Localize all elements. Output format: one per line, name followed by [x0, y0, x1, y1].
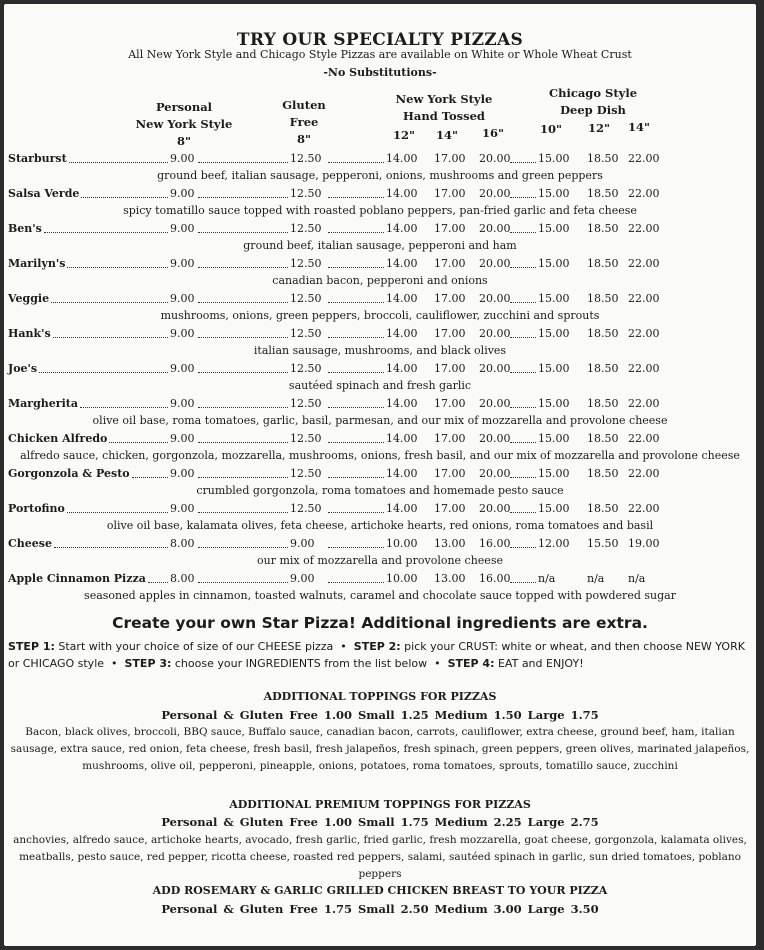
- no-substitutions-note: -No Substitutions-: [323, 66, 437, 79]
- pizza-name: Gorgonzola & Pesto: [8, 467, 130, 480]
- step2-label: STEP 2:: [353, 640, 401, 653]
- pizza-row: [4, 432, 756, 448]
- price-ny-12: 14.00: [386, 467, 418, 480]
- pizza-name: Marilyn's: [8, 257, 66, 270]
- crust-note: All New York Style and Chicago Style Pizzas are available on White or Whole Wheat Crust: [128, 48, 632, 61]
- price-chicago-10: 15.00: [538, 292, 570, 305]
- col-ny-line1: New York Style: [395, 92, 493, 106]
- price-chicago-10: 15.00: [538, 152, 570, 165]
- price-chicago-12: 18.50: [587, 152, 619, 165]
- price-ny-14: 13.00: [434, 537, 466, 550]
- price-ny-12: 14.00: [386, 502, 418, 515]
- price-chicago-12: 18.50: [587, 432, 619, 445]
- pizza-description: sautéed spinach and fresh garlic: [288, 379, 472, 392]
- dot-leader: [81, 197, 168, 198]
- price-ny-16: 16.00: [479, 537, 511, 550]
- price-personal: 9.00: [170, 152, 195, 165]
- dot-leader: [198, 232, 288, 233]
- price-chicago-14: 22.00: [628, 467, 660, 480]
- price-personal: 9.00: [170, 467, 195, 480]
- price-ny-12: 14.00: [386, 152, 418, 165]
- price-chicago-12: 18.50: [587, 397, 619, 410]
- price-ny-16: 20.00: [479, 257, 511, 270]
- price-chicago-10: 12.00: [538, 537, 570, 550]
- price-personal: 9.00: [170, 187, 195, 200]
- step2-text: pick your CRUST: white or wheat, and then choose NEW YORK or CHICAGO style: [8, 640, 745, 670]
- pizza-name: Margherita: [8, 397, 78, 410]
- dot-leader: [198, 407, 288, 408]
- price-gluten-free: 9.00: [290, 572, 315, 585]
- pizza-row: [4, 152, 756, 168]
- price-chicago-10: 15.00: [538, 362, 570, 375]
- price-chicago-10: 15.00: [538, 187, 570, 200]
- pizza-name: Portofino: [8, 502, 65, 515]
- pizza-row: [4, 292, 756, 308]
- price-gluten-free: 12.50: [290, 292, 322, 305]
- price-ny-14: 17.00: [434, 397, 466, 410]
- col-personal-line2: New York Style: [135, 117, 233, 131]
- col-gluten-line2: Free: [289, 115, 319, 129]
- price-ny-14: 17.00: [434, 152, 466, 165]
- toppings-list: Bacon, black olives, broccoli, BBQ sauce, Buffalo sauce, canadian bacon, carrots, cauliflower, extra cheese, ground beef, ham, italian sausage, extra sauce, red onion, feta cheese, fresh basil, fresh jalapeños, fresh spinach, green peppers, green olives, marinated jalapeños, mushrooms, olive oil, pepperoni, pineapple, onions, potatoes, roma tomatoes, sprouts, tomatillo sauce, zucchini: [10, 726, 750, 772]
- price-chicago-12: 15.50: [587, 537, 619, 550]
- price-personal: 8.00: [170, 537, 195, 550]
- price-chicago-12: 18.50: [587, 187, 619, 200]
- price-ny-12: 14.00: [386, 362, 418, 375]
- pizza-row: [4, 187, 756, 203]
- dot-leader: [198, 582, 288, 583]
- price-ny-16: 20.00: [479, 467, 511, 480]
- price-ny-12: 14.00: [386, 432, 418, 445]
- col-ny-size-16: 16": [482, 126, 504, 140]
- price-gluten-free: 12.50: [290, 362, 322, 375]
- price-ny-16: 20.00: [479, 432, 511, 445]
- price-chicago-10: 15.00: [538, 502, 570, 515]
- pizza-description: canadian bacon, pepperoni and onions: [272, 274, 488, 287]
- toppings-title: ADDITIONAL TOPPINGS FOR PIZZAS: [263, 690, 497, 703]
- dot-leader: [510, 407, 536, 408]
- col-chi-size-10: 10": [540, 122, 562, 136]
- price-personal: 9.00: [170, 222, 195, 235]
- col-personal-line1: Personal: [155, 100, 213, 114]
- dot-leader: [148, 582, 168, 583]
- pizza-row: [4, 222, 756, 238]
- dot-leader: [510, 337, 536, 338]
- pizza-row: [4, 572, 756, 588]
- pizza-name: Joe's: [8, 362, 38, 375]
- col-ny-size-12: 12": [393, 128, 415, 142]
- dot-leader: [328, 547, 384, 548]
- dot-leader: [510, 477, 536, 478]
- dot-leader: [510, 197, 536, 198]
- price-personal: 9.00: [170, 432, 195, 445]
- price-personal: 9.00: [170, 292, 195, 305]
- dot-leader: [198, 512, 288, 513]
- premium-prices: Personal & Gluten Free 1.00 Small 1.75 Medium 2.25 Large 2.75: [161, 815, 599, 829]
- col-gluten-line3: 8": [297, 132, 311, 146]
- dot-leader: [328, 162, 384, 163]
- price-chicago-10: 15.00: [538, 327, 570, 340]
- price-chicago-12: 18.50: [587, 467, 619, 480]
- dot-leader: [198, 337, 288, 338]
- price-chicago-14: 22.00: [628, 257, 660, 270]
- price-chicago-14: 22.00: [628, 152, 660, 165]
- price-chicago-12: 18.50: [587, 362, 619, 375]
- premium-list: anchovies, alfredo sauce, artichoke hearts, avocado, fresh garlic, fried garlic, fresh mozzarella, goat cheese, gorgonzola, kalamata olives, meatballs, pesto sauce, red pepper, ricotta cheese, roasted red peppers, salami, sautéed spinach in garlic, sun dried tomatoes, poblano peppers: [13, 834, 747, 880]
- col-gluten-line1: Gluten: [282, 98, 326, 112]
- price-ny-12: 14.00: [386, 327, 418, 340]
- dot-leader: [198, 302, 288, 303]
- dot-leader: [198, 547, 288, 548]
- chicken-title: ADD ROSEMARY & GARLIC GRILLED CHICKEN BREAST TO YOUR PIZZA: [152, 884, 608, 897]
- price-chicago-14: 22.00: [628, 397, 660, 410]
- price-gluten-free: 9.00: [290, 537, 315, 550]
- dot-leader: [328, 512, 384, 513]
- pizza-description: spicy tomatillo sauce topped with roasted poblano peppers, pan-fried garlic and feta cheese: [123, 204, 637, 217]
- price-ny-12: 14.00: [386, 222, 418, 235]
- dot-leader: [510, 442, 536, 443]
- price-chicago-12: 18.50: [587, 292, 619, 305]
- price-ny-14: 17.00: [434, 222, 466, 235]
- dot-leader: [328, 337, 384, 338]
- chicken-prices: Personal & Gluten Free 1.75 Small 2.50 Medium 3.00 Large 3.50: [161, 902, 599, 916]
- premium-title: ADDITIONAL PREMIUM TOPPINGS FOR PIZZAS: [229, 798, 531, 811]
- pizza-name: Veggie: [8, 292, 50, 305]
- menu-page: [4, 4, 756, 946]
- price-ny-16: 20.00: [479, 292, 511, 305]
- price-ny-14: 17.00: [434, 187, 466, 200]
- pizza-description: olive oil base, roma tomatoes, garlic, basil, parmesan, and our mix of mozzarella and provolone cheese: [92, 414, 668, 427]
- price-ny-14: 17.00: [434, 502, 466, 515]
- price-chicago-14: 22.00: [628, 327, 660, 340]
- dot-leader: [328, 477, 384, 478]
- pizza-name: Chicken Alfredo: [8, 432, 108, 445]
- dot-leader: [69, 162, 168, 163]
- price-ny-16: 20.00: [479, 187, 511, 200]
- dot-leader: [510, 232, 536, 233]
- pizza-name: Hank's: [8, 327, 51, 340]
- price-personal: 9.00: [170, 327, 195, 340]
- steps-text: STEP 1: Start with your choice of size of our CHEESE pizza • STEP 2: pick your CRUST: white or wheat, and then choose NEW YORK or CHICAGO style • STEP 3: choose your INGREDIENTS from the list below • STEP 4: EAT and ENJOY!: [8, 640, 745, 670]
- price-gluten-free: 12.50: [290, 152, 322, 165]
- col-chi-size-14: 14": [628, 120, 650, 134]
- col-chicago-line1: Chicago Style: [548, 86, 638, 100]
- price-ny-12: 10.00: [386, 537, 418, 550]
- pizza-description: mushrooms, onions, green peppers, broccoli, cauliflower, zucchini and sprouts: [160, 309, 600, 322]
- dot-leader: [67, 512, 168, 513]
- price-ny-16: 20.00: [479, 222, 511, 235]
- dot-leader: [510, 512, 536, 513]
- price-gluten-free: 12.50: [290, 397, 322, 410]
- price-ny-14: 17.00: [434, 292, 466, 305]
- pizza-name: Starburst: [8, 152, 67, 165]
- pizza-row: [4, 362, 756, 378]
- price-gluten-free: 12.50: [290, 502, 322, 515]
- dot-leader: [39, 372, 168, 373]
- col-personal-line3: 8": [177, 134, 191, 148]
- price-personal: 9.00: [170, 397, 195, 410]
- dot-leader: [132, 477, 168, 478]
- price-chicago-12: n/a: [587, 572, 605, 585]
- dot-leader: [328, 372, 384, 373]
- price-chicago-12: 18.50: [587, 257, 619, 270]
- dot-leader: [109, 442, 168, 443]
- create-your-own-title: Create your own Star Pizza! Additional ingredients are extra.: [112, 614, 648, 632]
- price-chicago-10: n/a: [538, 572, 556, 585]
- step3-label: STEP 3:: [124, 657, 172, 670]
- dot-leader: [198, 477, 288, 478]
- price-chicago-10: 15.00: [538, 397, 570, 410]
- pizza-description: ground beef, italian sausage, pepperoni, onions, mushrooms and green peppers: [157, 169, 603, 182]
- price-ny-12: 10.00: [386, 572, 418, 585]
- price-ny-14: 13.00: [434, 572, 466, 585]
- step1-label: STEP 1:: [8, 640, 55, 653]
- price-ny-14: 17.00: [434, 362, 466, 375]
- pizza-description: olive oil base, kalamata olives, feta cheese, artichoke hearts, red onions, roma tomatoes and basil: [106, 519, 654, 532]
- dot-leader: [80, 407, 168, 408]
- step3-text: choose your INGREDIENTS from the list below: [171, 657, 428, 670]
- price-ny-14: 17.00: [434, 432, 466, 445]
- price-chicago-12: 18.50: [587, 502, 619, 515]
- pizza-name: Salsa Verde: [8, 187, 80, 200]
- price-chicago-10: 15.00: [538, 222, 570, 235]
- dot-leader: [198, 267, 288, 268]
- price-chicago-10: 15.00: [538, 467, 570, 480]
- dot-leader: [510, 547, 536, 548]
- price-gluten-free: 12.50: [290, 467, 322, 480]
- price-chicago-10: 15.00: [538, 432, 570, 445]
- price-gluten-free: 12.50: [290, 187, 322, 200]
- toppings-prices: Personal & Gluten Free 1.00 Small 1.25 Medium 1.50 Large 1.75: [161, 708, 599, 722]
- dot-leader: [328, 302, 384, 303]
- price-ny-16: 20.00: [479, 152, 511, 165]
- page-title: TRY OUR SPECIALTY PIZZAS: [236, 30, 524, 50]
- dot-leader: [328, 442, 384, 443]
- step4-text: EAT and ENJOY!: [494, 657, 584, 670]
- col-chicago-line2: Deep Dish: [560, 103, 626, 117]
- dot-leader: [328, 197, 384, 198]
- price-ny-16: 20.00: [479, 362, 511, 375]
- pizza-description: italian sausage, mushrooms, and black olives: [253, 344, 507, 357]
- price-ny-14: 17.00: [434, 257, 466, 270]
- col-ny-size-14: 14": [436, 128, 458, 142]
- price-ny-16: 20.00: [479, 397, 511, 410]
- dot-leader: [510, 267, 536, 268]
- dot-leader: [198, 197, 288, 198]
- price-ny-16: 20.00: [479, 327, 511, 340]
- pizza-description: crumbled gorgonzola, roma tomatoes and homemade pesto sauce: [196, 484, 564, 497]
- price-chicago-14: 22.00: [628, 187, 660, 200]
- dot-leader: [328, 407, 384, 408]
- dot-leader: [510, 582, 536, 583]
- dot-leader: [67, 267, 168, 268]
- pizza-name: Ben's: [8, 222, 42, 235]
- dot-leader: [44, 232, 168, 233]
- dot-leader: [328, 267, 384, 268]
- price-personal: 8.00: [170, 572, 195, 585]
- price-gluten-free: 12.50: [290, 432, 322, 445]
- pizza-row: [4, 467, 756, 483]
- pizza-name: Cheese: [8, 537, 52, 550]
- pizza-row: [4, 327, 756, 343]
- price-chicago-12: 18.50: [587, 222, 619, 235]
- price-personal: 9.00: [170, 362, 195, 375]
- step1-text: Start with your choice of size of our CHEESE pizza: [54, 640, 334, 653]
- dot-leader: [328, 232, 384, 233]
- pizza-description: our mix of mozzarella and provolone cheese: [257, 554, 503, 567]
- pizza-name: Apple Cinnamon Pizza: [8, 572, 146, 585]
- price-chicago-14: 22.00: [628, 362, 660, 375]
- price-chicago-14: 22.00: [628, 502, 660, 515]
- price-chicago-14: 19.00: [628, 537, 660, 550]
- dot-leader: [510, 162, 536, 163]
- price-gluten-free: 12.50: [290, 222, 322, 235]
- col-ny-line2: Hand Tossed: [403, 109, 485, 123]
- step4-label: STEP 4:: [447, 657, 495, 670]
- price-chicago-14: 22.00: [628, 432, 660, 445]
- dot-leader: [198, 372, 288, 373]
- price-chicago-12: 18.50: [587, 327, 619, 340]
- pizza-description: ground beef, italian sausage, pepperoni and ham: [243, 239, 517, 252]
- dot-leader: [53, 337, 168, 338]
- pizza-row: [4, 257, 756, 273]
- dot-leader: [510, 372, 536, 373]
- dot-leader: [54, 547, 168, 548]
- pizza-row: [4, 397, 756, 413]
- price-gluten-free: 12.50: [290, 327, 322, 340]
- price-ny-16: 20.00: [479, 502, 511, 515]
- pizza-description: seasoned apples in cinnamon, toasted walnuts, caramel and chocolate sauce topped with powdered sugar: [84, 589, 676, 602]
- pizza-description: alfredo sauce, chicken, gorgonzola, mozzarella, mushrooms, onions, fresh basil, and our mix of mozzarella and provolone cheese: [20, 449, 740, 462]
- pizza-row: [4, 502, 756, 518]
- price-ny-12: 14.00: [386, 397, 418, 410]
- price-chicago-14: 22.00: [628, 222, 660, 235]
- dot-leader: [328, 582, 384, 583]
- dot-leader: [51, 302, 168, 303]
- col-chi-size-12: 12": [588, 121, 610, 135]
- dot-leader: [198, 162, 288, 163]
- price-personal: 9.00: [170, 502, 195, 515]
- price-personal: 9.00: [170, 257, 195, 270]
- price-ny-12: 14.00: [386, 187, 418, 200]
- dot-leader: [198, 442, 288, 443]
- price-ny-14: 17.00: [434, 467, 466, 480]
- price-ny-14: 17.00: [434, 327, 466, 340]
- price-chicago-14: n/a: [628, 572, 646, 585]
- price-chicago-10: 15.00: [538, 257, 570, 270]
- price-chicago-14: 22.00: [628, 292, 660, 305]
- pizza-row: [4, 537, 756, 553]
- price-ny-12: 14.00: [386, 257, 418, 270]
- price-ny-12: 14.00: [386, 292, 418, 305]
- price-gluten-free: 12.50: [290, 257, 322, 270]
- dot-leader: [510, 302, 536, 303]
- price-ny-16: 16.00: [479, 572, 511, 585]
